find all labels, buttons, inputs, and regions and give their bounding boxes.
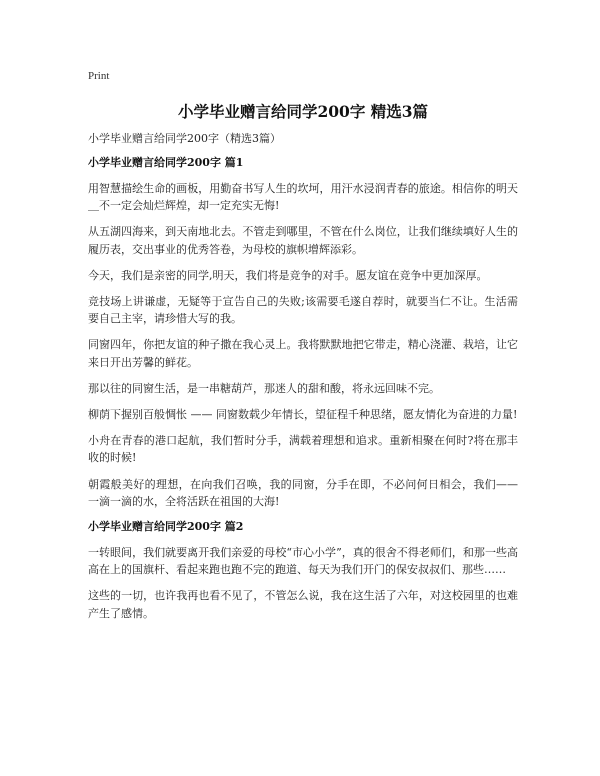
section-2-paragraph-2: 这些的一切，也许我再也看不见了，不管怎么说，我在这生活了六年，对这校园里的也难产生了感情。: [88, 589, 518, 620]
section-2-heading: 小学毕业赠言给同学200字 篇2: [88, 520, 244, 534]
document-subtitle: 小学毕业赠言给同学200字（精选3篇）: [88, 132, 281, 145]
section-1-heading: 小学毕业赠言给同学200字 篇1: [88, 156, 244, 169]
section-1-paragraph-9: 朝霞般美好的理想，在向我们召唤，我的同窗，分手在即，不必问何日相会，我们—— 一滴一滴的水，全将活跃在祖国的大海!: [88, 477, 518, 508]
section-1-paragraph-1: 用智慧描绘生命的画板，用勤奋书写人生的坎坷，用汗水浸润青春的旅途。相信你的明天＿不一定会灿烂辉煌，却一定充实无悔!: [88, 182, 518, 213]
print-label[interactable]: Print: [88, 70, 110, 82]
section-1-paragraph-2: 从五湖四海来，到天南地北去。不管走到哪里，不管在什么岗位，让我们继续填好人生的履历表，交出事业的优秀答卷，为母校的旗帜增辉添彩。: [88, 225, 518, 256]
section-1-paragraph-8: 小舟在青春的港口起航，我们暂时分手，满载着理想和追求。重新相聚在何时?将在那丰收的时候!: [88, 434, 518, 465]
document-content: [88, 131, 518, 631]
section-1-paragraph-5: 同窗四年，你把友谊的种子撒在我心灵上。我将默默地把它带走，精心浇灌、栽培，让它来日开出芳馨的鲜花。: [88, 338, 518, 369]
section-1-paragraph-6: 那以往的同窗生活，是一串糖葫芦，那迷人的甜和酸，将永远回味不完。: [88, 381, 440, 395]
document-title: 小学毕业赠言给同学200字 精选3篇: [177, 102, 429, 121]
section-2-paragraph-1: 一转眼间，我们就要离开我们亲爱的母校“市心小学”，真的很舍不得老师们，和那一些高高在上的国旗杆、看起来跑也跑不完的跑道、每天为我们开门的保安叔叔们、那些……: [88, 546, 518, 577]
section-1-paragraph-4: 竞技场上讲谦虚，无疑等于宣告自己的失败;该需要毛遂自荐时，就要当仁不让。生活需要自己主宰，请珍惜大写的我。: [88, 295, 518, 326]
section-1-paragraph-3: 今天，我们是亲密的同学,明天，我们将是竞争的对手。愿友谊在竞争中更加深厚。: [88, 268, 488, 282]
section-1-paragraph-7: 柳荫下握别百般惆怅 —— 同窗数载少年情长，望征程千种思绪，愿友情化为奋进的力量!: [88, 408, 518, 422]
